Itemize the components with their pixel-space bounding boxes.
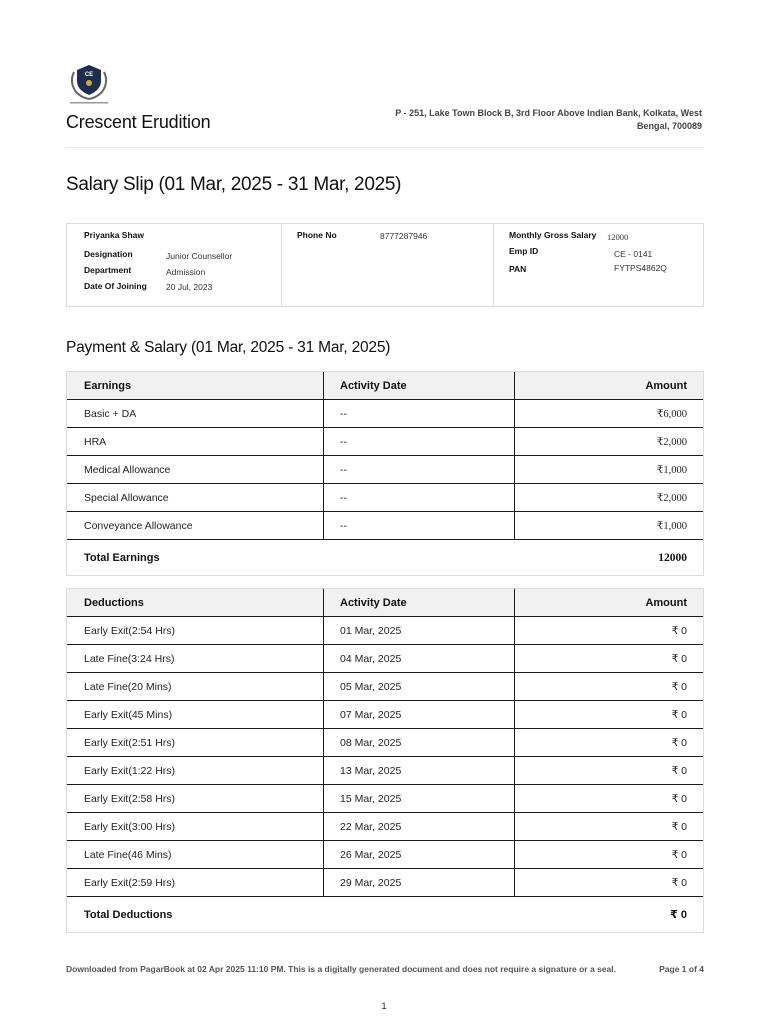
earning-date: --	[323, 456, 514, 483]
table-row	[67, 511, 703, 539]
deductions-table	[66, 588, 704, 933]
table-row	[67, 784, 703, 812]
deductions-header-amount: Amount	[514, 589, 703, 616]
earnings-header-name: Earnings	[84, 379, 132, 392]
deduction-amount: ₹ 0	[514, 841, 703, 868]
table-row	[67, 812, 703, 840]
designation-value: Junior Counsellor	[166, 251, 233, 261]
table-row	[67, 455, 703, 483]
table-row	[67, 399, 703, 427]
earning-amount: ₹2,000	[514, 484, 703, 511]
deduction-name: Early Exit(2:51 Hrs)	[84, 736, 176, 749]
deductions-header-row	[67, 589, 703, 616]
table-row	[67, 840, 703, 868]
deduction-name: Early Exit(2:58 Hrs)	[84, 792, 176, 805]
phone-value: 8777287946	[380, 231, 428, 241]
doj-value: 20 Jul, 2023	[166, 282, 213, 292]
logo-text: CE	[84, 72, 94, 78]
deduction-date: 13 Mar, 2025	[323, 757, 514, 784]
company-address: P - 251, Lake Town Block B, 3rd Floor Above Indian Bank, Kolkata, West Bengal, 700089	[395, 108, 702, 131]
earning-date: --	[323, 512, 514, 539]
earnings-header-date: Activity Date	[323, 372, 514, 399]
deduction-amount: ₹ 0	[514, 673, 703, 700]
earning-name: Conveyance Allowance	[84, 519, 193, 532]
earning-name: HRA	[84, 435, 107, 448]
pan-label: PAN	[509, 264, 527, 274]
deduction-name: Early Exit(2:59 Hrs)	[84, 876, 176, 889]
pan-value: FYTPS4862Q	[614, 263, 667, 273]
phone-label: Phone No	[297, 230, 337, 240]
table-row	[67, 700, 703, 728]
deduction-date: 08 Mar, 2025	[323, 729, 514, 756]
earnings-header-row	[67, 372, 703, 399]
footer-note: Downloaded from PagarBook at 02 Apr 2025 11:10 PM. This is a digitally generated document and does not require a signature or a seal.	[66, 964, 616, 974]
deduction-name: Early Exit(1:22 Hrs)	[84, 764, 176, 777]
header-divider	[66, 147, 704, 148]
deductions-total-row	[67, 896, 703, 932]
table-row	[67, 728, 703, 756]
total-deductions-label: Total Deductions	[84, 908, 173, 921]
earning-date: --	[323, 428, 514, 455]
employee-name: Priyanka Shaw	[84, 230, 145, 240]
deduction-name: Early Exit(2:54 Hrs)	[84, 624, 176, 637]
deductions-header-date: Activity Date	[323, 589, 514, 616]
deduction-date: 15 Mar, 2025	[323, 785, 514, 812]
employee-info-col-1	[67, 224, 281, 306]
earnings-table	[66, 371, 704, 576]
deduction-date: 01 Mar, 2025	[323, 617, 514, 644]
designation-label: Designation	[84, 249, 133, 259]
doj-label: Date Of Joining	[84, 281, 147, 291]
company-logo	[64, 62, 114, 106]
table-row	[67, 672, 703, 700]
earning-amount: ₹1,000	[514, 512, 703, 539]
earning-amount: ₹6,000	[514, 400, 703, 427]
deduction-amount: ₹ 0	[514, 813, 703, 840]
gross-salary-label: Monthly Gross Salary	[509, 230, 597, 240]
deduction-name: Early Exit(3:00 Hrs)	[84, 820, 176, 833]
department-label: Department	[84, 265, 132, 275]
deduction-date: 07 Mar, 2025	[323, 701, 514, 728]
department-value: Admission	[166, 267, 206, 277]
empid-value: CE - 0141	[614, 249, 653, 259]
gross-salary-value: 12000	[607, 232, 629, 242]
table-row	[67, 427, 703, 455]
payment-title: Payment & Salary (01 Mar, 2025 - 31 Mar, 2025)	[66, 339, 391, 356]
deduction-amount: ₹ 0	[514, 645, 703, 672]
deduction-date: 05 Mar, 2025	[323, 673, 514, 700]
deduction-amount: ₹ 0	[514, 757, 703, 784]
deduction-date: 22 Mar, 2025	[323, 813, 514, 840]
total-earnings-value: 12000	[658, 551, 687, 564]
table-row	[67, 756, 703, 784]
deduction-amount: ₹ 0	[514, 617, 703, 644]
deduction-amount: ₹ 0	[514, 729, 703, 756]
deduction-name: Late Fine(3:24 Hrs)	[84, 652, 175, 665]
employee-info-col-2	[281, 224, 494, 306]
earning-amount: ₹2,000	[514, 428, 703, 455]
page-number: 1	[381, 1001, 387, 1011]
deduction-name: Late Fine(20 Mins)	[84, 680, 172, 693]
slip-title: Salary Slip (01 Mar, 2025 - 31 Mar, 2025)	[66, 174, 402, 195]
deduction-amount: ₹ 0	[514, 701, 703, 728]
deduction-name: Late Fine(46 Mins)	[84, 848, 172, 861]
employee-info-box	[66, 223, 704, 307]
table-row	[67, 616, 703, 644]
deduction-date: 04 Mar, 2025	[323, 645, 514, 672]
earning-date: --	[323, 484, 514, 511]
empid-label: Emp ID	[509, 246, 539, 256]
earning-amount: ₹1,000	[514, 456, 703, 483]
earnings-total-row	[67, 539, 703, 575]
table-row	[67, 483, 703, 511]
deduction-date: 29 Mar, 2025	[323, 869, 514, 896]
earning-name: Basic + DA	[84, 407, 137, 420]
deduction-name: Early Exit(45 Mins)	[84, 708, 173, 721]
earning-name: Special Allowance	[84, 491, 169, 504]
total-earnings-label: Total Earnings	[84, 551, 160, 564]
employee-info-col-3	[493, 224, 704, 306]
deductions-header-name: Deductions	[84, 596, 144, 609]
earnings-header-amount: Amount	[514, 372, 703, 399]
earning-name: Medical Allowance	[84, 463, 171, 476]
deduction-amount: ₹ 0	[514, 785, 703, 812]
deduction-date: 26 Mar, 2025	[323, 841, 514, 868]
company-name: Crescent Erudition	[66, 112, 211, 132]
table-row	[67, 868, 703, 896]
deduction-amount: ₹ 0	[514, 869, 703, 896]
total-deductions-value: ₹ 0	[670, 909, 687, 921]
page-info: Page 1 of 4	[659, 964, 704, 974]
earning-date: --	[323, 400, 514, 427]
table-row	[67, 644, 703, 672]
